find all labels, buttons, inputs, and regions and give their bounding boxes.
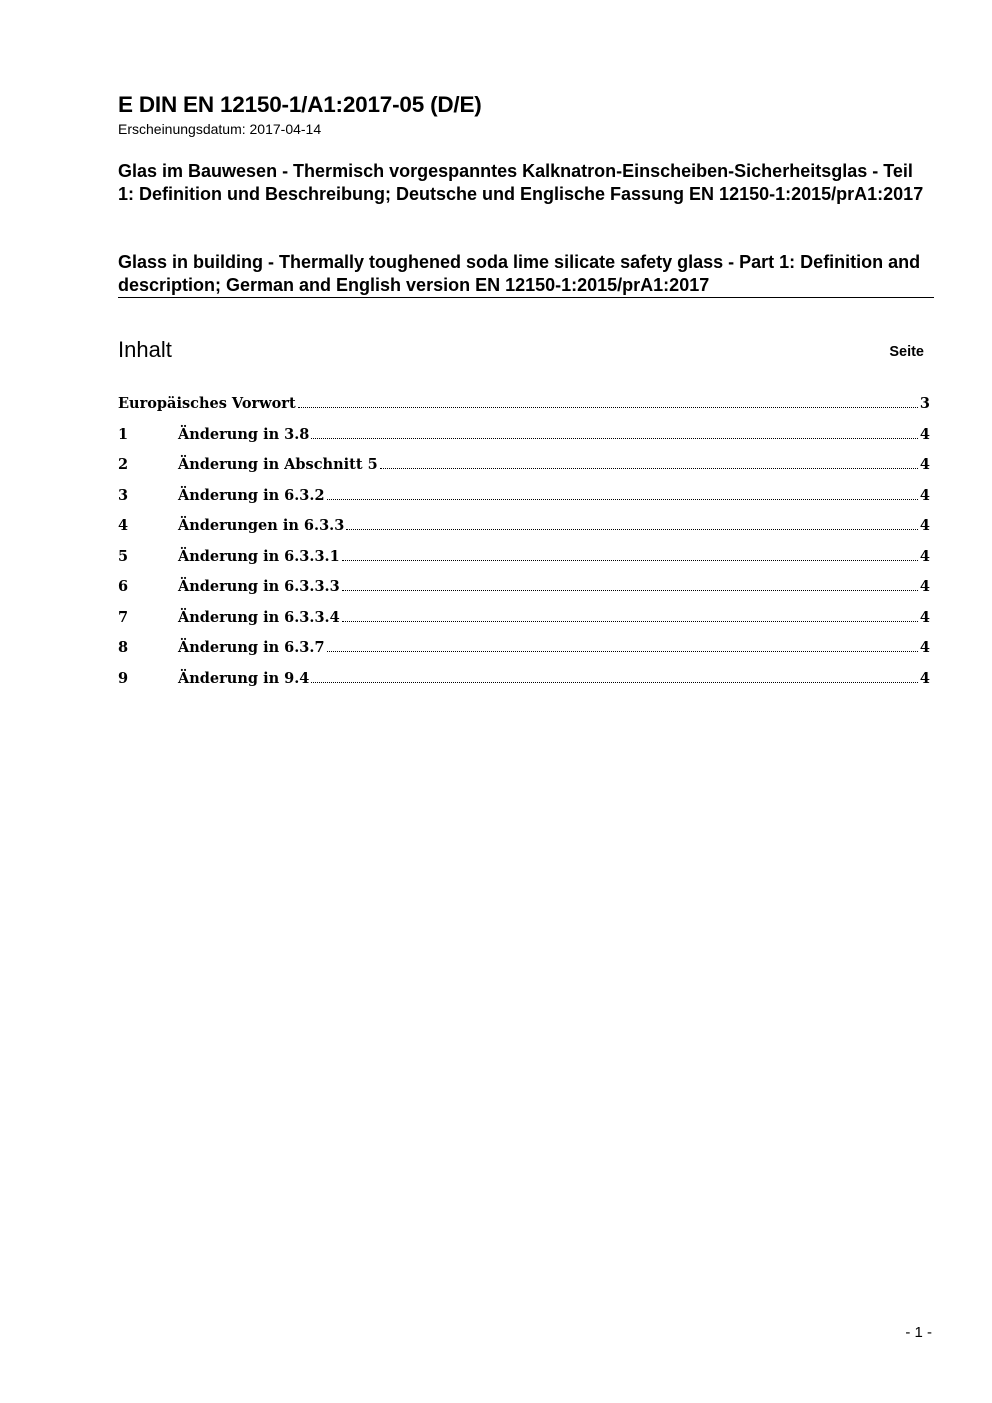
toc-entry-2[interactable] xyxy=(118,456,930,487)
toc-entry-number: 7 xyxy=(118,608,129,626)
title-divider xyxy=(118,297,934,298)
issue-date: Erscheinungsdatum: 2017-04-14 xyxy=(118,121,322,137)
toc-entry-title: Änderung in Abschnitt 5 xyxy=(178,456,378,473)
toc-entry-number: 8 xyxy=(118,639,129,656)
toc-heading: Inhalt xyxy=(118,337,172,362)
toc-entry-page: 4 xyxy=(919,486,930,504)
toc-entry-page: 4 xyxy=(919,425,930,443)
toc-dot-leader xyxy=(311,437,918,439)
document-title-english: Glass in building - Thermally toughened soda lime silicate safety glass - Part 1: Definition and description; German and English version EN 12150-1:2015/prA1:2017 xyxy=(118,252,921,295)
toc-entry-page: 4 xyxy=(919,547,930,565)
toc-entry-page: 4 xyxy=(919,608,930,626)
toc-entry-number: 1 xyxy=(118,425,129,443)
toc-entry-title: Europäisches Vorwort xyxy=(118,395,296,412)
toc-entry-6[interactable] xyxy=(118,578,930,609)
toc-entry-number: 3 xyxy=(118,486,129,504)
toc-entry-title: Änderung in 6.3.7 xyxy=(178,639,325,656)
toc-entry-title: Änderungen in 6.3.3 xyxy=(178,517,345,534)
toc-entry-page: 3 xyxy=(919,395,930,412)
toc-entry-7[interactable] xyxy=(118,609,930,640)
toc-dot-leader xyxy=(327,498,918,500)
toc-entry-title: Änderung in 6.3.2 xyxy=(178,486,325,504)
toc-entry-1[interactable] xyxy=(118,426,930,457)
toc-dot-leader xyxy=(327,650,918,652)
toc-entry-page: 4 xyxy=(919,639,930,656)
toc-dot-leader xyxy=(298,406,918,408)
toc-entry-number: 4 xyxy=(118,517,129,534)
toc-entry-number: 5 xyxy=(118,547,129,565)
toc-dot-leader xyxy=(380,467,918,469)
toc-dot-leader xyxy=(311,681,918,683)
toc-entry-title: Änderung in 6.3.3.1 xyxy=(178,547,340,565)
toc-entry-foreword[interactable] xyxy=(118,395,930,426)
toc-dot-leader xyxy=(342,589,918,591)
document-title-german: Glas im Bauwesen - Thermisch vorgespanntes Kalknatron-Einscheiben-Sicherheitsglas - Teil 1: Definition und Beschreibung; Deutsche und Englische Fassung EN 12150-1:2015/prA1:2017 xyxy=(118,161,924,204)
toc-entry-page: 4 xyxy=(919,669,930,687)
toc-entry-number: 9 xyxy=(118,669,129,687)
toc-entry-page: 4 xyxy=(919,578,930,595)
toc-entry-title: Änderung in 3.8 xyxy=(178,425,310,443)
document-number: E DIN EN 12150-1/A1:2017-05 (D/E) xyxy=(118,92,482,117)
toc-page-column-label: Seite xyxy=(889,344,924,360)
toc-entry-title: Änderung in 6.3.3.3 xyxy=(178,578,340,595)
toc-dot-leader xyxy=(342,559,918,561)
toc-entry-number: 6 xyxy=(118,578,129,595)
page-number: - 1 - xyxy=(905,1324,932,1341)
toc-entry-title: Änderung in 6.3.3.4 xyxy=(178,608,340,626)
toc-entry-5[interactable] xyxy=(118,548,930,579)
table-of-contents xyxy=(118,395,930,700)
toc-entry-title: Änderung in 9.4 xyxy=(178,669,310,687)
toc-entry-page: 4 xyxy=(919,456,930,473)
toc-entry-4[interactable] xyxy=(118,517,930,548)
toc-entry-8[interactable] xyxy=(118,639,930,670)
toc-dot-leader xyxy=(346,528,918,530)
toc-entry-number: 2 xyxy=(118,456,129,473)
toc-entry-3[interactable] xyxy=(118,487,930,518)
toc-entry-page: 4 xyxy=(919,517,930,534)
toc-entry-9[interactable] xyxy=(118,670,930,701)
toc-dot-leader xyxy=(342,620,918,622)
